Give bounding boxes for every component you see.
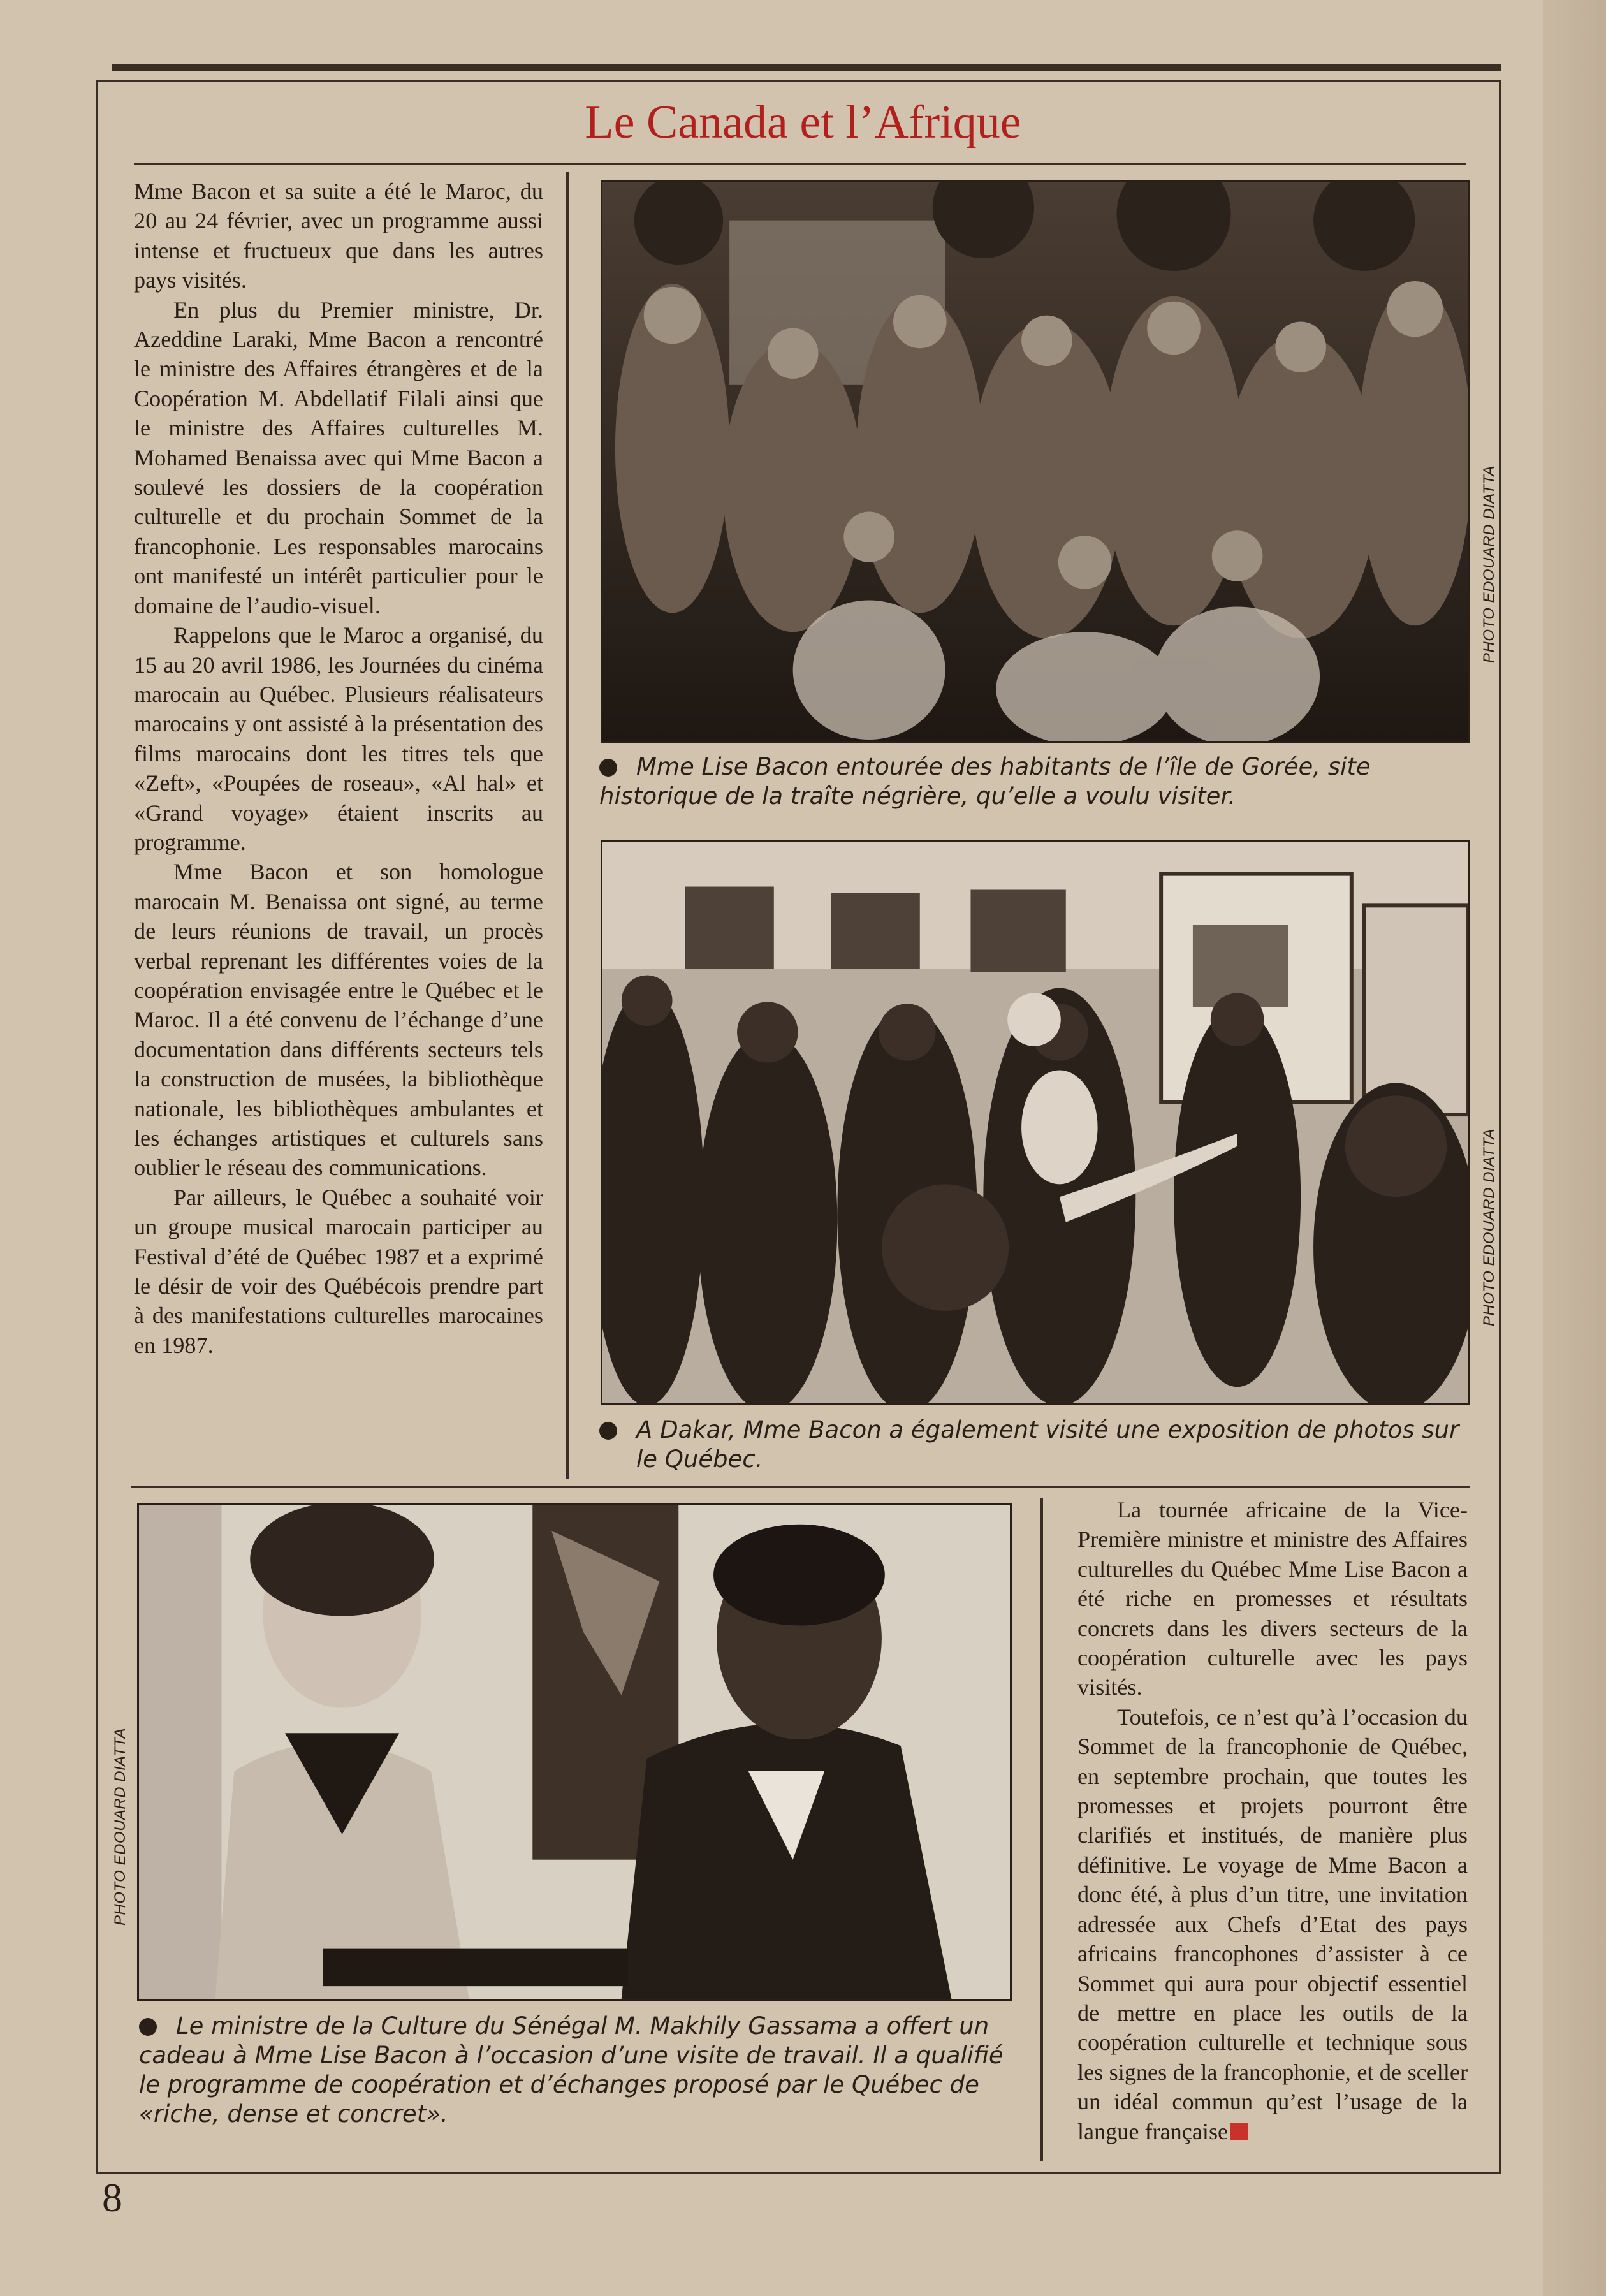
caption-bullet-icon (139, 2018, 157, 2036)
paragraph: Rappelons que le Maroc a organisé, du 15 au 20 avril 1986, les Journées du cinéma marocain au Québec. Plusieurs réalisateurs marocains y ont assisté à la présentation des films marocains dont les titres tels que «Zeft», «Poupées de roseau», «Al hal» et «Grand voyage» étaient inscrits au programme. (134, 622, 543, 855)
paragraph: En plus du Premier ministre, Dr. Azeddine Laraki, Mme Bacon a rencontré le ministre des Affaires étrangères et de la Coopération M. Abdellatif Filali ainsi que le ministre des Affaires culturelles M. Mohamed Benaissa avec qui Mme Bacon a soulevé les dossiers de la coopération culturelle et du prochain Sommet de la francophonie. Les responsables marocains ont manifesté un intérêt particulier pour le domaine de l’audio-visuel. (134, 296, 543, 618)
caption-bullet-icon (599, 759, 617, 777)
horizontal-divider (131, 1486, 1470, 1488)
photo-dakar-exhibition (601, 840, 1470, 1405)
paragraph: Mme Bacon et son homologue marocain M. Benaissa ont signé, au terme de leurs réunions de travail, un procès verbal reprenant les différentes voies de la coopération envisagée entre le Québec et le Maroc. Il a été convenu de l’échange d’une documentation dans différents secteurs tels la construction de musées, la bibliothèque nationale, les bibliothèques ambulantes et les échanges artistiques et culturels sans oublier le réseau des communications. (134, 859, 543, 1181)
photo-goree-crowd (601, 180, 1470, 743)
left-column-text (134, 177, 543, 1484)
photo-credit: PHOTO EDOUARD DIATTA (1480, 465, 1498, 663)
caption-text: Mme Lise Bacon entourée des habitants de l’île de Gorée, site historique de la traîte négrière, qu’elle a voulu visiter. (599, 753, 1371, 810)
paragraph (1077, 1702, 1468, 2146)
caption-bullet-icon (599, 1422, 617, 1440)
photo-credit: PHOTO EDOUARD DIATTA (112, 1727, 129, 1926)
caption-dakar (599, 1415, 1486, 1474)
caption-goree (599, 752, 1486, 811)
paragraph-text: Toutefois, ce n’est qu’à l’occasion du Sommet de la francophonie de Québec, en septembre prochain, que toutes les promesses et projets pourront être clarifiés et institués, de manière plus définitive. Le voyage de Mme Bacon a donc été, à plus d’un titre, une invitation adressée aux Chefs d’Etat des pays africains francophones d’assister à ce Sommet qui aura pour objectif essentiel de mettre en place les outils de la coopération culturelle et technique sous les signes de la francophonie, et de sceller un idéal commun qu’est l’usage de la langue française (1077, 1704, 1468, 2144)
paragraph: La tournée africaine de la Vice-Première ministre et ministre des Affaires culturelles du Québec Mme Lise Bacon a été riche en promesses et résultats concrets dans les divers secteurs de la coopération culturelle avec les pays visités. (1077, 1497, 1468, 1700)
top-rule (112, 64, 1501, 71)
caption-gassama (139, 2012, 1028, 2129)
paragraph: Par ailleurs, le Québec a souhaité voir un groupe musical marocain participer au Festival d’été de Québec 1987 et a exprimé le désir de voir des Québécois prendre part à des manifestations culturelles marocaines en 1987. (134, 1184, 543, 1358)
photo-gassama-gift (137, 1503, 1012, 2001)
column-divider-right (1040, 1498, 1043, 2161)
page-number: 8 (102, 2175, 122, 2220)
caption-text: Le ministre de la Culture du Sénégal M. Makhily Gassama a offert un cadeau à Mme Lise Bacon à l’occasion d’une visite de travail. Il a qualifié le programme de coopération et d’échanges proposé par le Québec de «riche, dense et concret». (139, 2012, 1004, 2128)
column-divider-left (566, 172, 569, 1479)
page-edge-shadow (1543, 0, 1606, 2296)
section-title: Le Canada et l’Afrique (585, 96, 1021, 149)
paragraph: Mme Bacon et sa suite a été le Maroc, du 20 au 24 février, avec un programme aussi intense et fructueux que dans les autres pays visités. (134, 179, 543, 293)
end-of-article-icon (1230, 2123, 1248, 2140)
header-rule (134, 163, 1466, 165)
caption-text: A Dakar, Mme Bacon a également visité une exposition de photos sur le Québec. (636, 1416, 1459, 1473)
photo-credit: PHOTO EDOUARD DIATTA (1480, 1128, 1498, 1326)
right-column-text (1077, 1495, 1468, 2158)
